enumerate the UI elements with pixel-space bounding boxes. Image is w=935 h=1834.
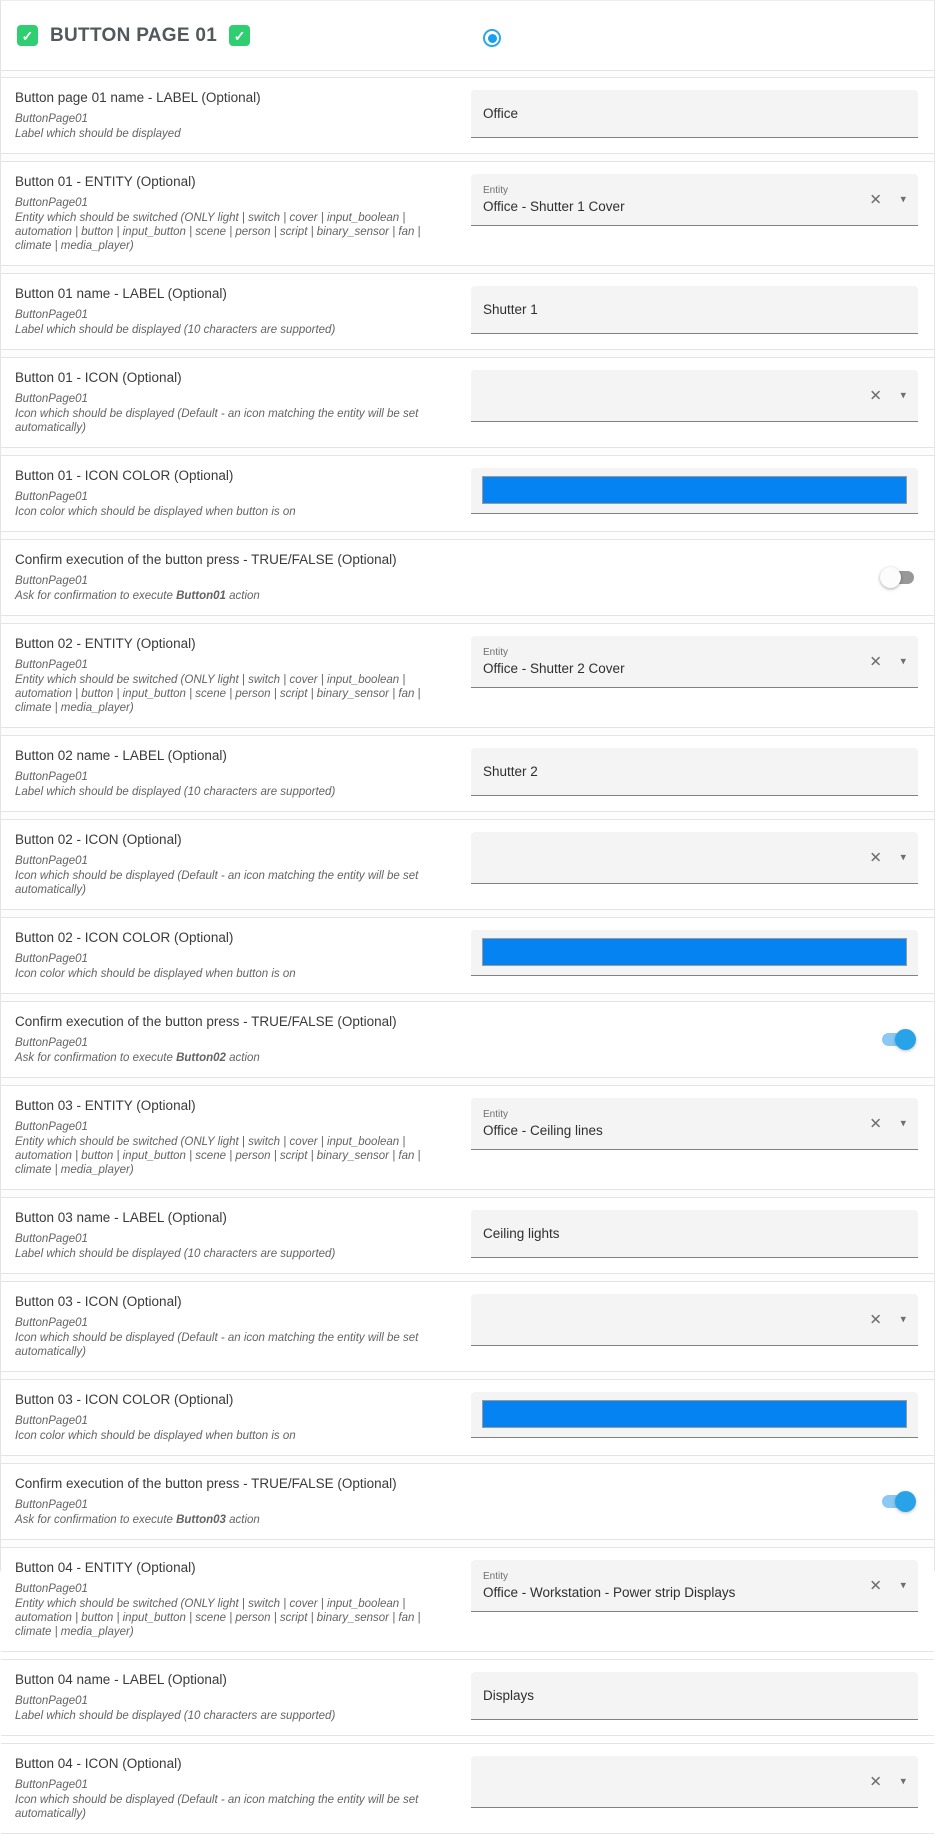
caret-down-icon[interactable]: ▾ — [900, 1579, 906, 1591]
field-info — [15, 832, 455, 897]
entity-select[interactable] — [471, 174, 918, 226]
field-control-area — [471, 1756, 918, 1821]
field-title: Button 03 - ICON (Optional) — [15, 1294, 182, 1309]
confirm-toggle[interactable] — [880, 567, 916, 588]
field-info — [15, 1294, 455, 1359]
field-description: Icon which should be displayed (Default - an icon matching the entity will be set automatically) — [15, 408, 419, 434]
confirm-toggle[interactable] — [880, 1029, 916, 1050]
field-subtitle: ButtonPage01 — [15, 1415, 88, 1427]
field-control-area — [471, 552, 918, 603]
field-title: Confirm execution of the button press - TRUE/FALSE (Optional) — [15, 552, 397, 567]
field-title: Button 02 - ENTITY (Optional) — [15, 636, 196, 651]
color-picker[interactable] — [471, 1392, 918, 1438]
field-subtitle: ButtonPage01 — [15, 953, 88, 965]
form-row — [1, 1281, 934, 1372]
select-floating-label: Entity — [483, 1571, 509, 1582]
field-info — [15, 1392, 455, 1443]
field-info — [15, 174, 455, 253]
field-control-area — [471, 1560, 918, 1639]
field-subtitle: ButtonPage01 — [15, 855, 88, 867]
color-swatch — [482, 1400, 907, 1428]
field-title: Button 04 - ICON (Optional) — [15, 1756, 182, 1771]
text-input[interactable] — [471, 286, 918, 334]
clear-x-icon[interactable]: ✕ — [869, 1773, 882, 1790]
field-info — [15, 930, 455, 981]
form-row — [1, 1001, 934, 1078]
text-input-value: Shutter 1 — [483, 302, 538, 317]
text-input[interactable] — [471, 748, 918, 796]
caret-down-icon[interactable]: ▾ — [900, 655, 906, 667]
rows — [1, 77, 934, 1834]
field-subtitle: ButtonPage01 — [15, 659, 88, 671]
field-info — [15, 1560, 455, 1639]
field-subtitle: ButtonPage01 — [15, 1499, 88, 1511]
text-input-value: Office — [483, 106, 519, 121]
field-subtitle: ButtonPage01 — [15, 197, 88, 209]
field-description: Icon color which should be displayed when button is on — [15, 1430, 296, 1442]
field-title: Button 03 - ENTITY (Optional) — [15, 1098, 196, 1113]
field-title: Confirm execution of the button press - TRUE/FALSE (Optional) — [15, 1476, 397, 1491]
caret-down-icon[interactable]: ▾ — [900, 851, 906, 863]
color-picker[interactable] — [471, 468, 918, 514]
field-description: Icon which should be displayed (Default - an icon matching the entity will be set automatically) — [15, 870, 419, 896]
field-description: Label which should be displayed (10 characters are supported) — [15, 786, 336, 798]
icon-select[interactable] — [471, 1294, 918, 1346]
select-value: Office - Workstation - Power strip Displays — [483, 1585, 736, 1600]
clear-x-icon[interactable]: ✕ — [869, 849, 882, 866]
checkbox-checked-icon[interactable] — [17, 25, 38, 46]
field-subtitle: ButtonPage01 — [15, 575, 88, 587]
icon-select[interactable] — [471, 1756, 918, 1808]
field-control-area — [471, 174, 918, 253]
field-subtitle: ButtonPage01 — [15, 1037, 88, 1049]
entity-select[interactable] — [471, 1560, 918, 1612]
clear-x-icon[interactable]: ✕ — [869, 1311, 882, 1328]
toggle-thumb — [895, 1491, 916, 1512]
field-control-area — [471, 286, 918, 337]
form-row — [1, 1547, 934, 1652]
field-subtitle: ButtonPage01 — [15, 1121, 88, 1133]
clear-x-icon[interactable]: ✕ — [869, 387, 882, 404]
field-description: Ask for confirmation to execute Button01 action — [15, 590, 260, 602]
field-control-area — [471, 1294, 918, 1359]
field-description: Label which should be displayed (10 characters are supported) — [15, 1248, 336, 1260]
field-control-area — [471, 1210, 918, 1261]
field-info — [15, 90, 455, 141]
field-info — [15, 552, 455, 603]
field-control-area — [471, 832, 918, 897]
field-info — [15, 468, 455, 519]
color-swatch — [482, 938, 907, 966]
form-row — [1, 455, 934, 532]
select-value: Office - Ceiling lines — [483, 1123, 603, 1138]
field-control-area — [471, 1672, 918, 1723]
caret-down-icon[interactable]: ▾ — [900, 1313, 906, 1325]
field-title: Confirm execution of the button press - TRUE/FALSE (Optional) — [15, 1014, 397, 1029]
field-title: Button 04 name - LABEL (Optional) — [15, 1672, 227, 1687]
field-subtitle: ButtonPage01 — [15, 1317, 88, 1329]
color-picker[interactable] — [471, 930, 918, 976]
field-info — [15, 748, 455, 799]
field-subtitle: ButtonPage01 — [15, 1233, 88, 1245]
field-control-area — [471, 370, 918, 435]
entity-select[interactable] — [471, 1098, 918, 1150]
form-row — [1, 735, 934, 812]
field-subtitle: ButtonPage01 — [15, 393, 88, 405]
icon-select[interactable] — [471, 370, 918, 422]
field-description: Icon which should be displayed (Default - an icon matching the entity will be set automatically) — [15, 1332, 419, 1358]
form-row — [1, 1379, 934, 1456]
confirm-toggle[interactable] — [880, 1491, 916, 1512]
text-input[interactable] — [471, 1210, 918, 1258]
field-info — [15, 286, 455, 337]
form-row — [1, 77, 934, 154]
select-floating-label: Entity — [483, 185, 509, 196]
caret-down-icon[interactable]: ▾ — [900, 1117, 906, 1129]
form-row — [1, 819, 934, 910]
field-control-area — [471, 1014, 918, 1065]
field-title: Button 04 - ENTITY (Optional) — [15, 1560, 196, 1575]
form-row — [1, 273, 934, 350]
field-description: Icon color which should be displayed when button is on — [15, 506, 296, 518]
field-control-area — [471, 930, 918, 981]
field-info — [15, 1098, 455, 1177]
field-description: Entity which should be switched (ONLY light | switch | cover | input_boolean | automation | button | input_button | scene | person | script | binary_sensor | fan | climate | media_player) — [15, 1598, 421, 1638]
text-input[interactable] — [471, 1672, 918, 1720]
caret-down-icon[interactable]: ▾ — [900, 389, 906, 401]
field-description: Icon which should be displayed (Default - an icon matching the entity will be set automatically) — [15, 1794, 419, 1820]
check-glyph: ✓ — [21, 27, 34, 44]
caret-down-icon[interactable]: ▾ — [900, 193, 906, 205]
field-title: Button 01 - ICON (Optional) — [15, 370, 182, 385]
checkbox-checked-icon[interactable] — [229, 25, 250, 46]
field-info — [15, 636, 455, 715]
field-control-area — [471, 1098, 918, 1177]
field-subtitle: ButtonPage01 — [15, 1583, 88, 1595]
field-description: Label which should be displayed (10 characters are supported) — [15, 1710, 336, 1722]
field-control-area — [471, 748, 918, 799]
field-title: Button 01 - ENTITY (Optional) — [15, 174, 196, 189]
field-control-area — [471, 468, 918, 519]
icon-select[interactable] — [471, 832, 918, 884]
toggle-thumb — [895, 1029, 916, 1050]
caret-down-icon[interactable]: ▾ — [900, 1775, 906, 1787]
form-row — [1, 917, 934, 994]
field-subtitle: ButtonPage01 — [15, 113, 88, 125]
field-description: Label which should be displayed (10 characters are supported) — [15, 324, 336, 336]
select-floating-label: Entity — [483, 647, 509, 658]
field-title: Button 01 name - LABEL (Optional) — [15, 286, 227, 301]
field-info — [15, 370, 455, 435]
form-row — [1, 1743, 934, 1834]
field-title: Button page 01 name - LABEL (Optional) — [15, 90, 261, 105]
clear-x-icon[interactable]: ✕ — [869, 653, 882, 670]
field-description: Entity which should be switched (ONLY light | switch | cover | input_boolean | automation | button | input_button | scene | person | script | binary_sensor | fan | climate | media_player) — [15, 1136, 421, 1176]
field-title: Button 03 name - LABEL (Optional) — [15, 1210, 227, 1225]
entity-select[interactable] — [471, 636, 918, 688]
form-row — [1, 1659, 934, 1736]
field-subtitle: ButtonPage01 — [15, 309, 88, 321]
form-row — [1, 1463, 934, 1540]
text-input-value: Displays — [483, 1688, 535, 1703]
field-description: Label which should be displayed — [15, 128, 181, 140]
form-row — [1, 161, 934, 266]
color-swatch — [482, 476, 907, 504]
field-info — [15, 1476, 455, 1527]
clear-x-icon[interactable]: ✕ — [869, 1115, 882, 1132]
field-title: Button 02 name - LABEL (Optional) — [15, 748, 227, 763]
field-title: Button 03 - ICON COLOR (Optional) — [15, 1392, 234, 1407]
form-row — [1, 1085, 934, 1190]
field-description: Icon color which should be displayed when button is on — [15, 968, 296, 980]
text-input-value: Shutter 2 — [483, 764, 538, 779]
field-description: Ask for confirmation to execute Button02 action — [15, 1052, 260, 1064]
form-row — [1, 1197, 934, 1274]
field-info — [15, 1672, 455, 1723]
radio-selected-icon[interactable] — [483, 29, 501, 47]
check-glyph: ✓ — [233, 27, 246, 44]
field-subtitle: ButtonPage01 — [15, 491, 88, 503]
field-info — [15, 1756, 455, 1821]
field-description: Ask for confirmation to execute Button03 action — [15, 1514, 260, 1526]
text-input-value: Ceiling lights — [483, 1226, 560, 1241]
field-control-area — [471, 90, 918, 141]
field-subtitle: ButtonPage01 — [15, 1695, 88, 1707]
select-value: Office - Shutter 1 Cover — [483, 199, 625, 214]
text-input[interactable] — [471, 90, 918, 138]
field-info — [15, 1014, 455, 1065]
toggle-thumb — [880, 567, 901, 588]
field-title: Button 01 - ICON COLOR (Optional) — [15, 468, 234, 483]
field-info — [15, 1210, 455, 1261]
form-row — [1, 623, 934, 728]
field-control-area — [471, 1392, 918, 1443]
page-title: BUTTON PAGE 01 — [50, 24, 218, 46]
field-subtitle: ButtonPage01 — [15, 1779, 88, 1791]
radio-dot — [488, 34, 497, 43]
field-control-area — [471, 636, 918, 715]
header — [1, 1, 934, 71]
form-row — [1, 539, 934, 616]
form-row — [1, 357, 934, 448]
field-description: Entity which should be switched (ONLY light | switch | cover | input_boolean | automation | button | input_button | scene | person | script | binary_sensor | fan | climate | media_player) — [15, 212, 421, 252]
field-title: Button 02 - ICON (Optional) — [15, 832, 182, 847]
field-control-area — [471, 1476, 918, 1527]
clear-x-icon[interactable]: ✕ — [869, 1577, 882, 1594]
clear-x-icon[interactable]: ✕ — [869, 191, 882, 208]
field-title: Button 02 - ICON COLOR (Optional) — [15, 930, 234, 945]
field-description: Entity which should be switched (ONLY light | switch | cover | input_boolean | automation | button | input_button | scene | person | script | binary_sensor | fan | climate | media_player) — [15, 674, 421, 714]
select-value: Office - Shutter 2 Cover — [483, 661, 625, 676]
field-subtitle: ButtonPage01 — [15, 771, 88, 783]
select-floating-label: Entity — [483, 1109, 509, 1120]
